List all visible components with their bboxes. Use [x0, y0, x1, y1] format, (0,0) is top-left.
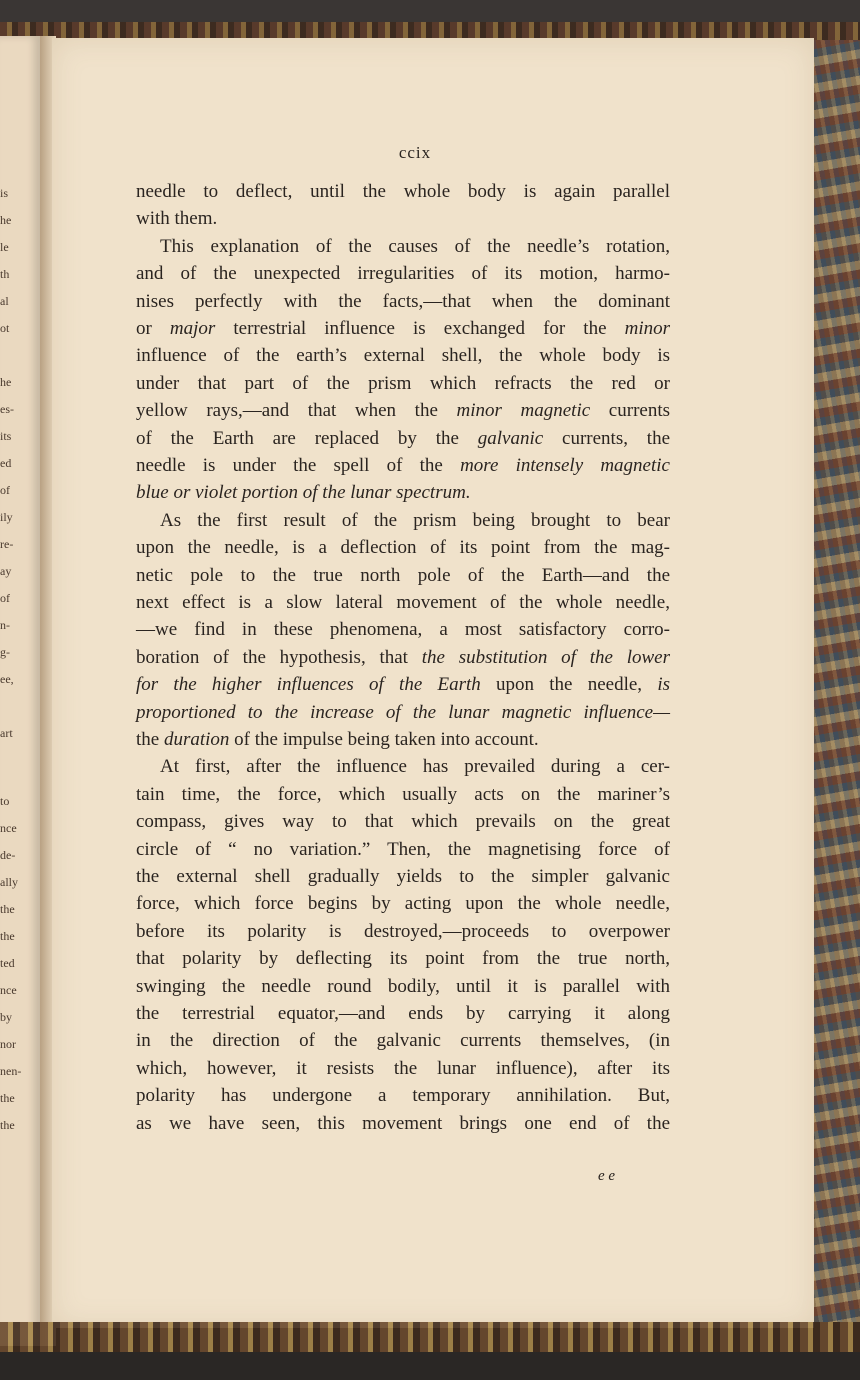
facing-page-text-fragment: le	[0, 240, 9, 254]
text-run: polarity has undergone a temporary annihilation. But,	[136, 1085, 670, 1107]
text-line	[136, 482, 670, 509]
text-line	[136, 893, 670, 920]
italic-text: for the higher influences of the Earth	[136, 674, 481, 696]
text-line	[136, 263, 670, 290]
page-number: ccix	[398, 143, 432, 162]
text-line	[160, 510, 670, 537]
facing-page-text-fragment: its	[0, 429, 12, 443]
facing-page-text-fragment: he	[0, 213, 12, 227]
text-line	[136, 565, 670, 592]
facing-page-text-fragment: re-	[0, 537, 14, 551]
facing-page-text-fragment: the	[0, 929, 15, 943]
text-line	[136, 976, 670, 1003]
facing-page-text-fragment: is	[0, 186, 9, 200]
text-run: circle of “ no variation.” Then, the magnetising force of	[136, 838, 670, 860]
text-run: with them.	[136, 208, 218, 230]
facing-page-text-fragment: de-	[0, 848, 16, 862]
text-line	[136, 1085, 670, 1112]
text-line	[136, 811, 670, 838]
facing-page-text-fragment: by	[0, 1010, 12, 1024]
text-line	[136, 345, 670, 372]
text-line	[136, 592, 670, 619]
text-line	[136, 1058, 670, 1085]
facing-page-text-fragment: n-	[0, 618, 10, 632]
text-run: yellow rays,—and that when the	[136, 400, 457, 422]
text-run: the	[136, 729, 164, 750]
text-run: upon the needle, is a deflection of its point from the mag-	[136, 537, 670, 559]
book-cover-bottom-edge	[0, 1322, 860, 1352]
text-line	[136, 866, 670, 893]
text-line	[136, 537, 670, 564]
text-run: in the direction of the galvanic currents themselves, (in	[136, 1030, 670, 1052]
italic-text: minor	[624, 318, 670, 339]
text-line	[136, 1030, 670, 1057]
text-run: upon the needle,	[480, 674, 658, 696]
text-run: or	[136, 318, 170, 339]
signature-mark: e e	[598, 1168, 616, 1184]
text-run: of the impulse being taken into account.	[229, 729, 539, 750]
text-run: currents, the	[543, 427, 671, 449]
text-run: next effect is a slow lateral movement of the whole needle,	[136, 592, 670, 613]
text-line	[160, 756, 670, 783]
italic-text: is	[657, 674, 670, 696]
facing-page-text-fragment: the	[0, 902, 15, 916]
text-run: tain time, the force, which usually acts on the mariner’s	[136, 783, 670, 805]
text-run: force, which force begins by acting upon the whole needle,	[136, 893, 670, 915]
text-line	[136, 839, 670, 866]
italic-text: galvanic	[477, 427, 544, 449]
text-line	[136, 291, 670, 318]
italic-text: blue or violet portion of the lunar spectrum.	[136, 482, 471, 504]
marbled-page-edge	[814, 40, 860, 1322]
facing-page-text-fragment: nen-	[0, 1064, 22, 1078]
facing-page-text-fragment: th	[0, 267, 10, 281]
italic-text: proportioned to the increase of the lunar magnetic influence—	[136, 701, 670, 723]
facing-page-text-fragment: the	[0, 1091, 15, 1105]
text-run: This explanation of the causes of the needle’s rotation,	[160, 235, 670, 257]
text-run: nises perfectly with the facts,—that when the dominant	[136, 290, 670, 312]
facing-page-text-fragment: ted	[0, 956, 15, 970]
facing-page-text-fragment: ily	[0, 510, 13, 524]
facing-page-text-fragment: ed	[0, 456, 12, 470]
text-line	[136, 729, 670, 756]
italic-text: the substitution of the lower	[421, 646, 670, 668]
text-run: needle is under the spell of the	[136, 455, 461, 476]
text-run: as we have seen, this movement brings one end of the	[136, 1112, 670, 1134]
facing-page-text-fragment: ally	[0, 875, 18, 889]
facing-page-text-fragment: g-	[0, 645, 10, 659]
text-line	[136, 400, 670, 427]
text-run: compass, gives way to that which prevails on the great	[136, 811, 670, 833]
facing-page-text-fragment: ee,	[0, 672, 14, 686]
text-run: that polarity by deflecting its point from the true north,	[136, 948, 670, 970]
facing-page-text-fragment: to	[0, 794, 10, 808]
text-line	[136, 373, 670, 400]
text-run: the terrestrial equator,—and ends by carrying it along	[136, 1003, 670, 1024]
text-run: which, however, it resists the lunar influence), after its	[136, 1057, 670, 1079]
text-line	[136, 921, 670, 948]
text-run: and of the unexpected irregularities of its motion, harmo-	[136, 263, 670, 285]
italic-text: more intensely magnetic	[460, 455, 670, 476]
text-line	[136, 674, 670, 701]
text-run: under that part of the prism which refracts the red or	[136, 372, 670, 394]
text-line	[160, 236, 670, 263]
facing-page-text-fragment: of	[0, 483, 10, 497]
facing-page-text-fragment: es-	[0, 402, 14, 416]
text-run: —we find in these phenomena, a most satisfactory corro-	[136, 619, 670, 641]
facing-page-text-fragment: nor	[0, 1037, 16, 1051]
text-run: of the Earth are replaced by the	[136, 427, 478, 449]
facing-page-text-fragment: art	[0, 726, 13, 740]
text-run: At first, after the influence has prevailed during a cer-	[160, 756, 670, 778]
text-run: terrestrial influence is exchanged for the	[215, 318, 625, 339]
text-run: swinging the needle round bodily, until it is parallel with	[136, 975, 670, 997]
text-run: influence of the earth’s external shell, the whole body is	[136, 345, 670, 367]
text-run: As the first result of the prism being brought to bear	[160, 509, 670, 531]
italic-text: duration	[163, 729, 230, 750]
text-run: netic pole to the true north pole of the Earth—and the	[136, 564, 670, 586]
text-run: the external shell gradually yields to the simpler galvanic	[136, 866, 670, 887]
facing-page-text-fragment: ot	[0, 321, 10, 335]
text-line	[136, 428, 670, 455]
facing-page-text-fragment: al	[0, 294, 9, 308]
text-line	[136, 181, 670, 208]
text-line	[136, 702, 670, 729]
text-line	[136, 1113, 670, 1140]
text-line	[136, 784, 670, 811]
text-run: currents	[590, 400, 671, 422]
facing-page-edge	[0, 36, 41, 1346]
text-line	[136, 619, 670, 646]
text-line	[136, 948, 670, 975]
text-line	[136, 1003, 670, 1030]
italic-text: major	[169, 318, 216, 339]
facing-page-text-fragment: of	[0, 591, 10, 605]
italic-text: minor magnetic	[456, 400, 591, 422]
facing-page-text-fragment: ay	[0, 564, 12, 578]
text-line	[136, 647, 670, 674]
text-line	[136, 455, 670, 482]
facing-page-text-fragment: he	[0, 375, 12, 389]
text-line	[136, 318, 670, 345]
text-line	[136, 208, 670, 235]
facing-page-text-fragment: nce	[0, 821, 17, 835]
text-run: needle to deflect, until the whole body is again parallel	[136, 181, 670, 202]
facing-page-text-fragment: the	[0, 1118, 15, 1132]
text-run: boration of the hypothesis, that	[136, 646, 422, 668]
text-run: before its polarity is destroyed,—proceeds to overpower	[136, 920, 670, 942]
facing-page-text-fragment: nce	[0, 983, 17, 997]
